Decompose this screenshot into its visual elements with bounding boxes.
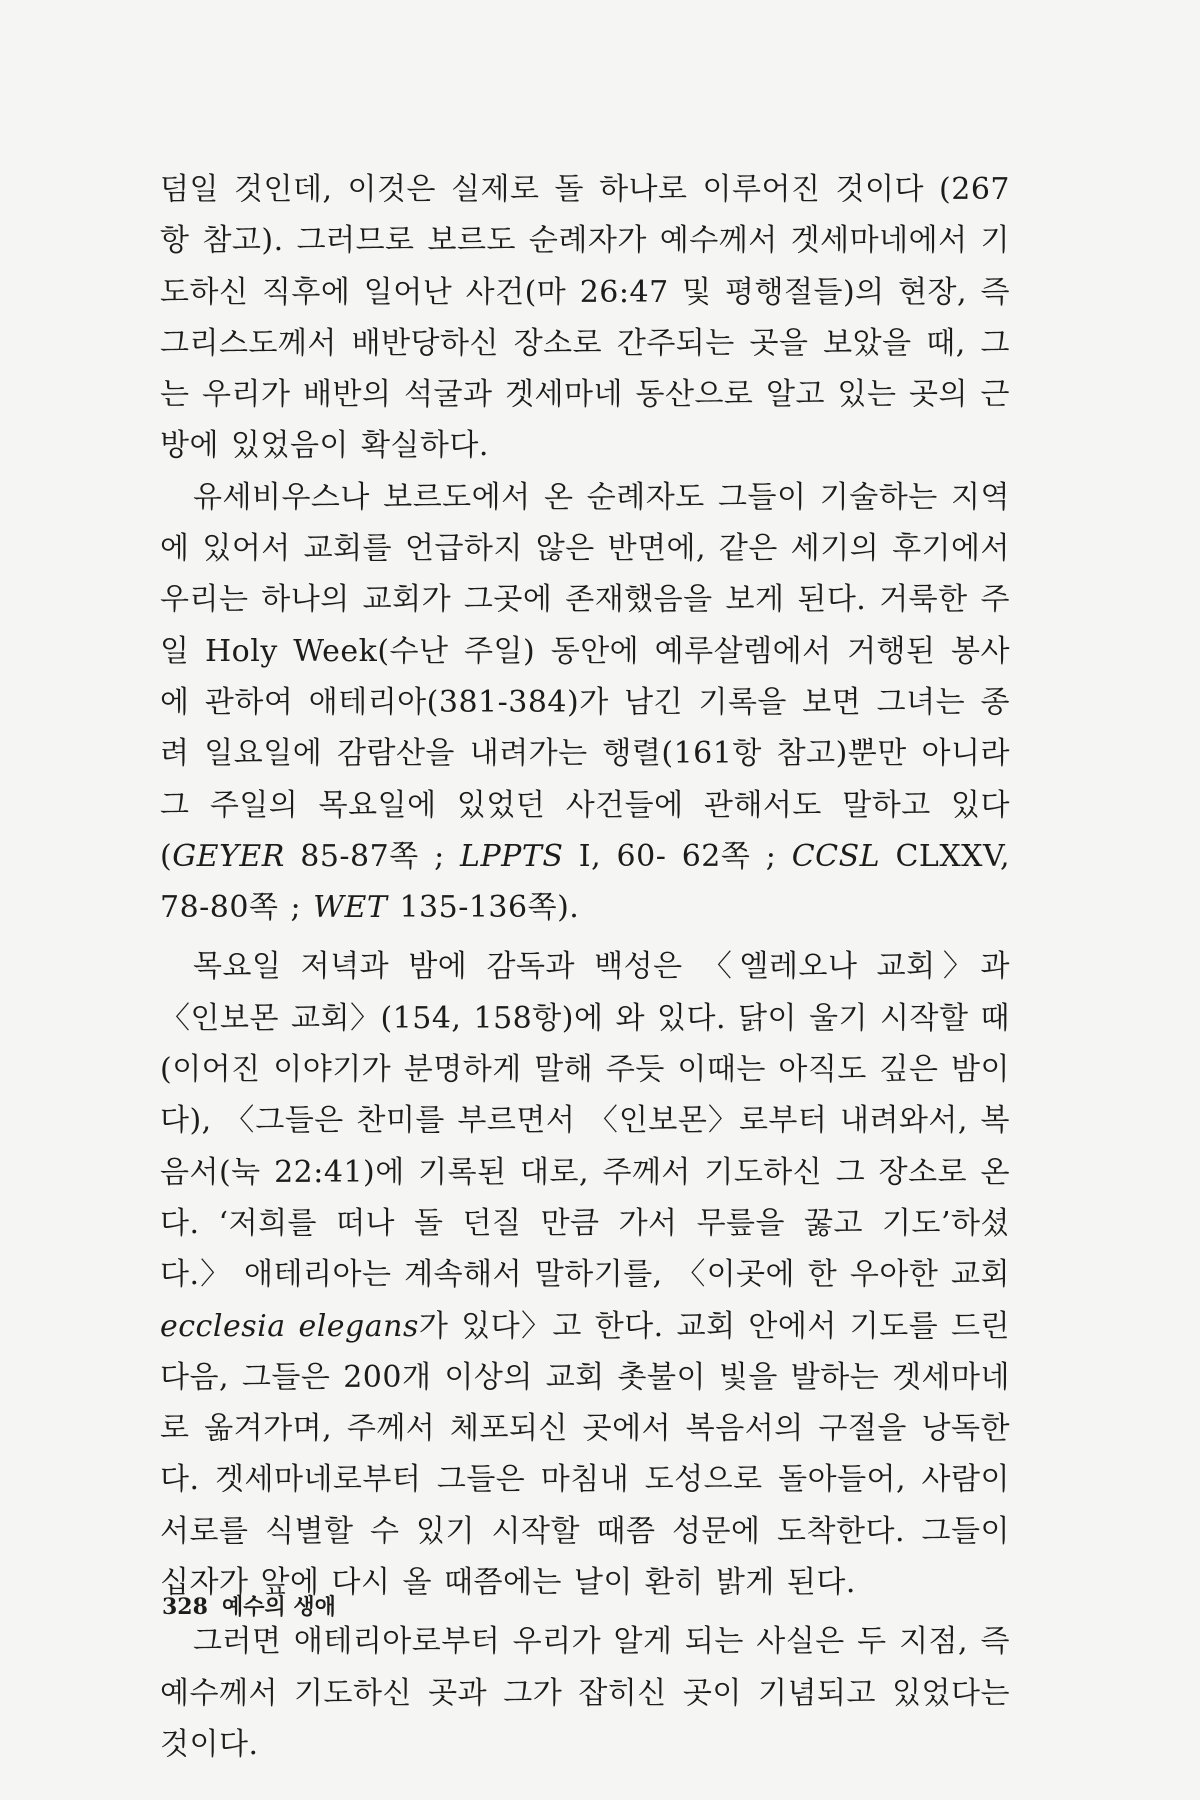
text-span: 135-136쪽). <box>387 890 580 926</box>
paragraph-4 <box>160 1616 1010 1770</box>
body-text <box>160 164 1010 1770</box>
page-number: 328 <box>162 1594 208 1620</box>
paragraph-3 <box>160 941 1010 1608</box>
latin-term: ecclesia elegans <box>160 1308 419 1344</box>
text-span: 유세비우스나 보르도에서 온 순례자도 그들이 기술하는 지역에 있어서 교회를 언급하지 않은 반면에, 같은 세기의 후기에서 우리는 하나의 교회가 그곳에 존재했음을 보게 된다. 거룩한 주일 Holy Week(수난 주일) 동안에 예루살렘에서 거행된 봉사에 관하여 애테리아(381-384)가 남긴 기록을 보면 그녀는 종려 일요일에 감람산을 내려가는 행렬(161항 참고)뿐만 아니라 그 주일의 목요일에 있었던 사건들에 관해서도 말하고 있다( <box>160 479 1010 874</box>
text-span: 그러면 애테리아로부터 우리가 알게 되는 사실은 두 지점, 즉 예수께서 기도하신 곳과 그가 잡히신 곳이 기념되고 있었다는 것이다. <box>160 1624 1010 1762</box>
citation-source: GEYER <box>172 838 285 874</box>
paragraph-1 <box>160 164 1010 472</box>
citation-source: LPPTS <box>460 838 564 874</box>
text-span: 85-87쪽 ; <box>284 838 461 874</box>
page-footer <box>162 1590 336 1621</box>
text-span: CLXXV, 78-80쪽 ; <box>160 838 1010 926</box>
citation-source: CCSL <box>791 838 881 874</box>
citation-source: WET <box>313 890 388 926</box>
text-span: 덤일 것인데, 이것은 실제로 돌 하나로 이루어진 것이다 (267항 참고). 그러므로 보르도 순례자가 예수께서 겟세마네에서 기도하신 직후에 일어난 사건(마 26:47 및 평행절들)의 현장, 즉 그리스도께서 배반당하신 장소로 간주되는 곳을 보았을 때, 그는 우리가 배반의 석굴과 겟세마네 동산으로 알고 있는 곳의 근방에 있었음이 확실하다. <box>160 172 1010 464</box>
text-span: I, 60- 62쪽 ; <box>563 838 792 874</box>
paragraph-2 <box>160 472 1010 934</box>
text-span: 가 있다〉고 한다. 교회 안에서 기도를 드린 다음, 그들은 200개 이상의 교회 촛불이 빛을 발하는 겟세마네로 옮겨가며, 주께서 체포되신 곳에서 복음서의 구절을 낭독한다. 겟세마네로부터 그들은 마침내 도성으로 돌아들어, 사람이 서로를 식별할 수 있기 시작할 때쯤 성문에 도착한다. 그들이 십자가 앞에 다시 올 때쯤에는 날이 환히 밝게 된다. <box>160 1308 1011 1601</box>
text-span: 목요일 저녁과 밤에 감독과 백성은 〈엘레오나 교회〉과 〈인보몬 교회〉(154, 158항)에 와 있다. 닭이 울기 시작할 때(이어진 이야기가 분명하게 말해 주듯 이때는 아직도 깊은 밤이다), 〈그들은 찬미를 부르면서 〈인보몬〉로부터 내려와서, 복음서(눅 22:41)에 기록된 대로, 주께서 기도하신 그 장소로 온다. ‘저희를 떠나 돌 던질 만큼 가서 무릎을 꿇고 기도’하셨다.〉 애테리아는 계속해서 말하기를, 〈이곳에 한 우아한 교회 <box>160 949 1010 1293</box>
running-title: 예수의 생애 <box>221 1594 336 1620</box>
